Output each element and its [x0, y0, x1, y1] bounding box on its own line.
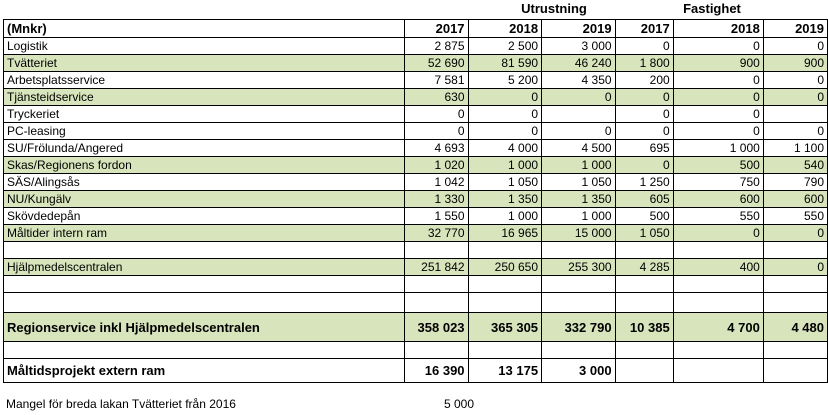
budget-table: [3, 19, 828, 383]
table-cell: [763, 242, 827, 259]
table-cell: 550: [673, 208, 763, 225]
table-cell: 0: [763, 89, 827, 106]
table-row: [4, 140, 828, 157]
table-cell: 1 000: [542, 208, 616, 225]
table-cell: 400: [673, 259, 763, 276]
table-row: [4, 174, 828, 191]
table-cell: 0: [673, 38, 763, 55]
table-cell: 1 000: [673, 140, 763, 157]
table-cell: [468, 342, 542, 359]
table-cell: 0: [763, 72, 827, 89]
table-cell: 0: [673, 72, 763, 89]
table-cell: 16 965: [468, 225, 542, 242]
row-label: [4, 342, 405, 359]
table-cell: 1 050: [542, 174, 616, 191]
table-cell: [615, 276, 673, 293]
table-row: [4, 38, 828, 55]
table-cell: [673, 342, 763, 359]
row-label: Logistik: [4, 38, 405, 55]
note-label: Mangel för breda lakan Tvätteriet från 2016: [6, 397, 236, 411]
table-cell: [405, 342, 468, 359]
table-cell: 1 050: [468, 174, 542, 191]
year-header: 2017: [405, 20, 468, 38]
table-cell: [615, 342, 673, 359]
table-cell: 4 480: [763, 313, 827, 342]
row-label: Måltider intern ram: [4, 225, 405, 242]
table-cell: 4 700: [673, 313, 763, 342]
table-cell: 0: [405, 123, 468, 140]
table-header-row: [4, 20, 828, 38]
table-cell: 7 581: [405, 72, 468, 89]
table-cell: 0: [673, 89, 763, 106]
table-cell: 0: [763, 259, 827, 276]
table-cell: 1 020: [405, 157, 468, 174]
row-label: [4, 276, 405, 293]
row-label: Måltidsprojekt extern ram: [4, 359, 405, 383]
table-row: [4, 55, 828, 72]
table-cell: [405, 276, 468, 293]
table-cell: 550: [763, 208, 827, 225]
table-cell: 500: [673, 157, 763, 174]
table-cell: [763, 342, 827, 359]
table-cell: 750: [673, 174, 763, 191]
row-label: Skas/Regionens fordon: [4, 157, 405, 174]
table-cell: 1 050: [615, 225, 673, 242]
table-cell: [542, 276, 616, 293]
table-cell: [615, 293, 673, 313]
group-header-utrustning: Utrustning: [521, 1, 587, 16]
table-cell: 0: [615, 123, 673, 140]
table-cell: 4 000: [468, 140, 542, 157]
row-label: Regionservice inkl Hjälpmedelscentralen: [4, 313, 405, 342]
group-header-fastighet: Fastighet: [683, 1, 741, 16]
table-cell: [468, 242, 542, 259]
row-label: Tjänsteidservice: [4, 89, 405, 106]
table-cell: 695: [615, 140, 673, 157]
table-cell: 500: [615, 208, 673, 225]
year-header: 2018: [468, 20, 542, 38]
row-label: [4, 242, 405, 259]
table-row: [4, 259, 828, 276]
year-header: 2017: [615, 20, 673, 38]
table-cell: 0: [673, 123, 763, 140]
table-cell: 0: [542, 89, 616, 106]
table-row: [4, 157, 828, 174]
table-cell: [763, 293, 827, 313]
table-cell: 200: [615, 72, 673, 89]
table-cell: 1 550: [405, 208, 468, 225]
table-cell: 0: [673, 225, 763, 242]
table-cell: [763, 359, 827, 383]
table-cell: 0: [763, 123, 827, 140]
table-cell: [615, 359, 673, 383]
table-row: [4, 225, 828, 242]
table-row: [4, 276, 828, 293]
table-cell: 32 770: [405, 225, 468, 242]
table-cell: [763, 106, 827, 123]
table-cell: 4 693: [405, 140, 468, 157]
table-cell: [468, 276, 542, 293]
table-cell: 0: [615, 106, 673, 123]
table-cell: 0: [763, 38, 827, 55]
row-label: SU/Frölunda/Angered: [4, 140, 405, 157]
row-label: Tryckeriet: [4, 106, 405, 123]
table-cell: 540: [763, 157, 827, 174]
table-cell: 1 250: [615, 174, 673, 191]
table-row: [4, 242, 828, 259]
row-label: Hjälpmedelscentralen: [4, 259, 405, 276]
table-cell: 600: [763, 191, 827, 208]
table-cell: [673, 359, 763, 383]
table-cell: [673, 242, 763, 259]
table-cell: 3 000: [542, 359, 616, 383]
table-cell: 4 350: [542, 72, 616, 89]
table-cell: 1 350: [468, 191, 542, 208]
note-value: 5 000: [444, 397, 475, 411]
year-header: 2018: [673, 20, 763, 38]
table-cell: 630: [405, 89, 468, 106]
table-cell: 1 000: [468, 157, 542, 174]
table-cell: 600: [673, 191, 763, 208]
table-cell: [542, 293, 616, 313]
table-cell: [542, 242, 616, 259]
table-cell: 332 790: [542, 313, 616, 342]
table-row: [4, 123, 828, 140]
table-cell: 0: [468, 89, 542, 106]
table-cell: 1 330: [405, 191, 468, 208]
table-cell: 3 000: [542, 38, 616, 55]
table-cell: 2 500: [468, 38, 542, 55]
table-row: [4, 342, 828, 359]
table-cell: [542, 342, 616, 359]
table-cell: 4 285: [615, 259, 673, 276]
table-cell: [615, 242, 673, 259]
row-label: SÄS/Alingsås: [4, 174, 405, 191]
table-cell: [673, 276, 763, 293]
table-cell: [763, 276, 827, 293]
table-row: [4, 293, 828, 313]
table-cell: 4 500: [542, 140, 616, 157]
table-cell: 251 842: [405, 259, 468, 276]
row-label: Tvätteriet: [4, 55, 405, 72]
table-cell: 46 240: [542, 55, 616, 72]
unit-label: (Mnkr): [4, 20, 405, 38]
table-cell: [405, 242, 468, 259]
table-cell: 5 200: [468, 72, 542, 89]
table-row: [4, 191, 828, 208]
row-label: Arbetsplatsservice: [4, 72, 405, 89]
table-cell: 1 350: [542, 191, 616, 208]
table-cell: 900: [673, 55, 763, 72]
table-cell: 0: [468, 123, 542, 140]
row-label: PC-leasing: [4, 123, 405, 140]
table-cell: 255 300: [542, 259, 616, 276]
table-cell: 0: [763, 225, 827, 242]
table-cell: 0: [405, 106, 468, 123]
table-cell: [468, 293, 542, 313]
table-row: [4, 208, 828, 225]
table-cell: 0: [615, 157, 673, 174]
table-cell: 0: [615, 89, 673, 106]
table-row: [4, 89, 828, 106]
year-header: 2019: [763, 20, 827, 38]
table-cell: 365 305: [468, 313, 542, 342]
table-cell: 250 650: [468, 259, 542, 276]
row-label: NU/Kungälv: [4, 191, 405, 208]
table-row: [4, 359, 828, 383]
table-cell: 1 800: [615, 55, 673, 72]
table-cell: 0: [542, 123, 616, 140]
table-cell: [542, 106, 616, 123]
table-cell: 16 390: [405, 359, 468, 383]
table-row: [4, 72, 828, 89]
table-row: [4, 313, 828, 342]
table-cell: 790: [763, 174, 827, 191]
table-cell: 0: [673, 106, 763, 123]
table-cell: 358 023: [405, 313, 468, 342]
table-cell: 81 590: [468, 55, 542, 72]
table-row: [4, 106, 828, 123]
table-cell: 605: [615, 191, 673, 208]
year-header: 2019: [542, 20, 616, 38]
table-cell: 1 100: [763, 140, 827, 157]
table-cell: [673, 293, 763, 313]
table-cell: 2 875: [405, 38, 468, 55]
row-label: [4, 293, 405, 313]
table-cell: 1 000: [542, 157, 616, 174]
table-cell: 0: [468, 106, 542, 123]
table-cell: 900: [763, 55, 827, 72]
table-cell: 15 000: [542, 225, 616, 242]
table-cell: 0: [615, 38, 673, 55]
row-label: Skövdedepån: [4, 208, 405, 225]
table-cell: 1 042: [405, 174, 468, 191]
table-cell: 13 175: [468, 359, 542, 383]
table-cell: 1 000: [468, 208, 542, 225]
table-cell: 52 690: [405, 55, 468, 72]
table-cell: 10 385: [615, 313, 673, 342]
table-cell: [405, 293, 468, 313]
